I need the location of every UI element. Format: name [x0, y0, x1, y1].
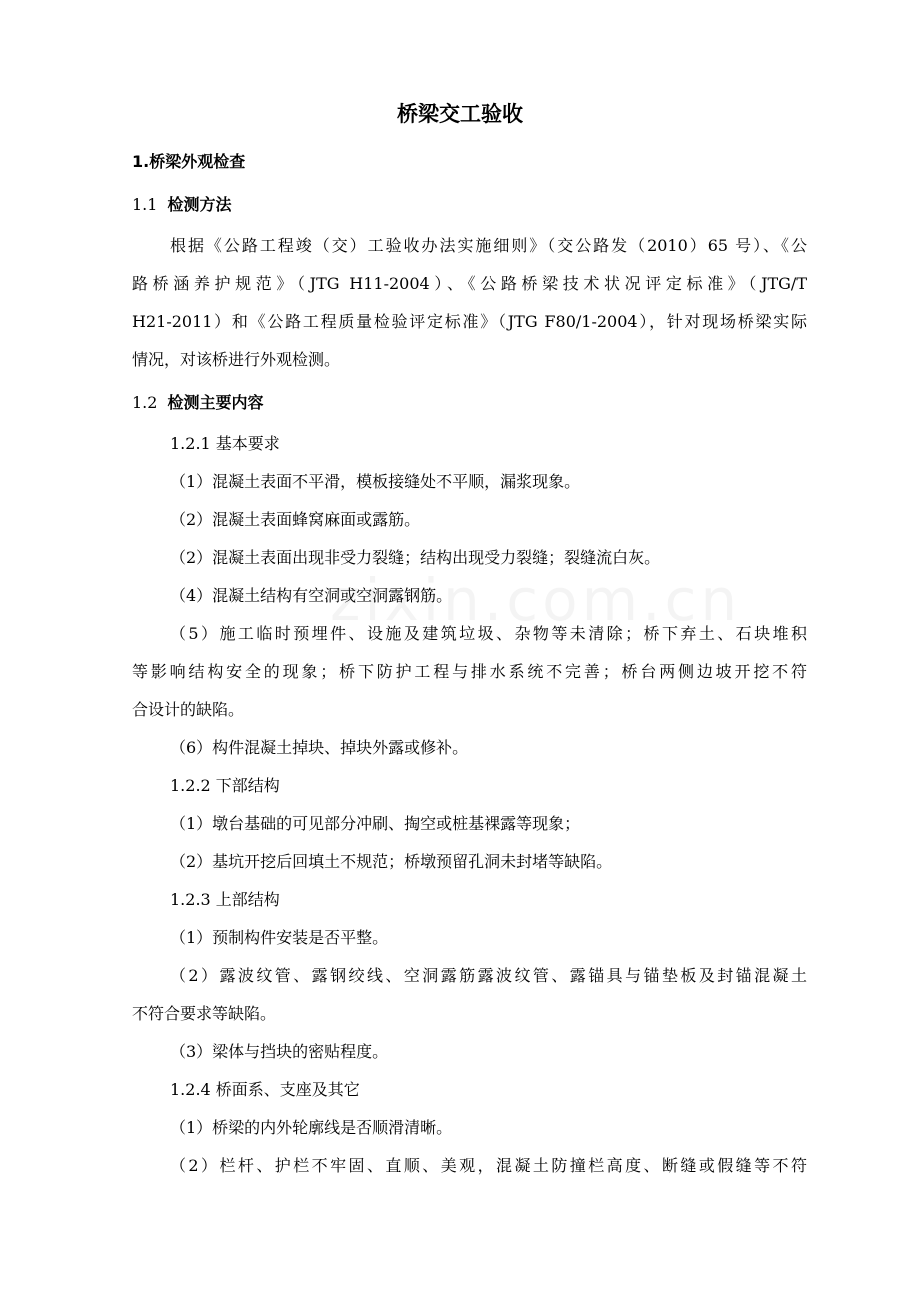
section-number: 1.1	[132, 195, 158, 214]
list-item: （3）梁体与挡块的密贴程度。	[170, 1042, 389, 1061]
section-heading-1-2	[132, 393, 263, 413]
paragraph-line: H21-2011）和《公路工程质量检验评定标准》（JTG F80/1-2004），针对现场桥梁实际	[132, 312, 807, 331]
list-item: （2）基坑开挖后回填土不规范；桥墩预留孔洞未封堵等缺陷。	[170, 852, 613, 871]
page-title: 桥梁交工验收	[397, 102, 523, 126]
paragraph-line: 根据《公路工程竣（交）工验收办法实施细则》（交公路发（2010）65 号）、《公	[170, 236, 807, 255]
list-item: （6）构件混凝土掉块、掉块外露或修补。	[170, 738, 469, 757]
section-number: 1.2	[132, 393, 158, 412]
list-item: （1）墩台基础的可见部分冲刷、掏空或桩基裸露等现象；	[170, 814, 581, 833]
list-item: （2）露波纹管、露钢绞线、空洞露筋露波纹管、露锚具与锚垫板及封锚混凝土	[170, 966, 807, 985]
subsection-heading-1-2-3: 1.2.3 上部结构	[170, 890, 280, 909]
subsection-heading-1-2-4: 1.2.4 桥面系、支座及其它	[170, 1080, 360, 1099]
list-item: （2）混凝土表面出现非受力裂缝；结构出现受力裂缝；裂缝流白灰。	[170, 548, 661, 567]
list-item-continued: 不符合要求等缺陷。	[132, 1004, 277, 1023]
list-item: （1）桥梁的内外轮廓线是否顺滑清晰。	[170, 1118, 453, 1137]
list-item: （4）混凝土结构有空洞或空洞露钢筋。	[170, 586, 453, 605]
paragraph-line: 情况，对该桥进行外观检测。	[132, 350, 341, 369]
list-item: （2）栏杆、护栏不牢固、直顺、美观，混凝土防撞栏高度、断缝或假缝等不符	[170, 1156, 807, 1175]
list-item: （1）预制构件安装是否平整。	[170, 928, 389, 947]
list-item: （1）混凝土表面不平滑，模板接缝处不平顺，漏浆现象。	[170, 472, 581, 491]
section-title: 检测主要内容	[167, 393, 264, 412]
list-item-continued: 等影响结构安全的现象；桥下防护工程与排水系统不完善；桥台两侧边坡开挖不符	[132, 662, 807, 681]
list-item-continued: 合设计的缺陷。	[132, 700, 245, 719]
subsection-heading-1-2-1: 1.2.1 基本要求	[170, 434, 280, 453]
paragraph-line: 路桥涵养护规范》（JTG H11-2004）、《公路桥梁技术状况评定标准》（JTG/T	[132, 274, 807, 293]
section-heading-1: 1.桥梁外观检查	[132, 152, 246, 171]
list-item: （5）施工临时预埋件、设施及建筑垃圾、杂物等未清除；桥下弃土、石块堆积	[170, 624, 807, 643]
section-title: 检测方法	[167, 195, 232, 214]
list-item: （2）混凝土表面蜂窝麻面或露筋。	[170, 510, 421, 529]
section-heading-1-1	[132, 195, 231, 215]
subsection-heading-1-2-2: 1.2.2 下部结构	[170, 776, 280, 795]
